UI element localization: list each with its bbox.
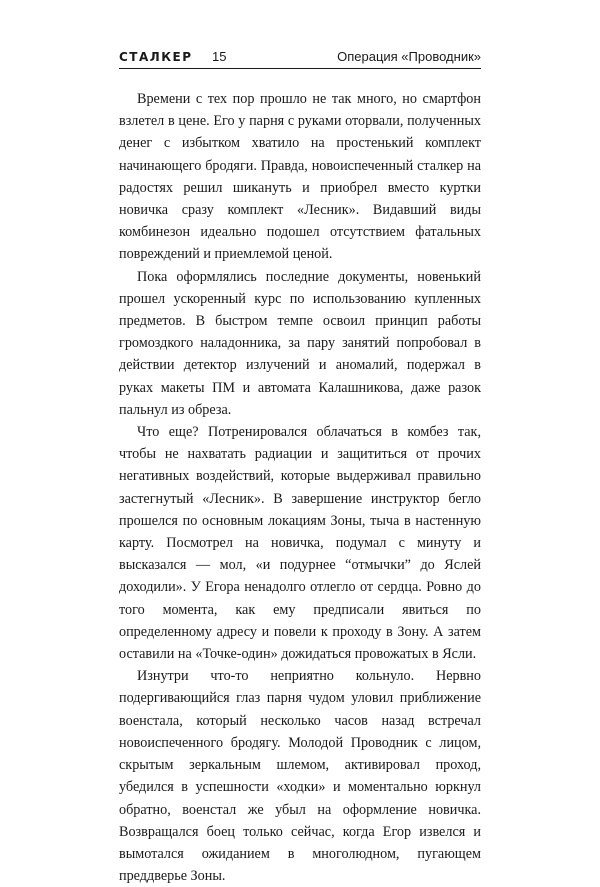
page-header — [119, 47, 481, 69]
paragraph-2: Пока оформлялись последние документы, новенький прошел ускоренный курс по использованию купленных предметов. В быстром темпе освоил принцип работы громоздкого наладонника, за пару занятий попробовал в действии детектор излучений и аномалий, подержал в руках макеты ПМ и автомата Калашникова, даже разок пальнул из обреза. — [119, 268, 481, 418]
page-number: 15 — [212, 49, 227, 64]
body-text — [119, 88, 481, 887]
paragraph-1: Времени с тех пор прошло не так много, но смартфон взлетел в цене. Его у парня с руками оторвали, полученных денег с избытком хватило на простенький комплект начинающего бродяги. Правда, новоиспеченный сталкер на радостях решил шикануть и приобрел вместо куртки новичка сразу комплект «Лесник». Видавший виды комбинезон идеально подошел отсутствием фатальных повреждений и приемлемой ценой. — [119, 91, 481, 263]
series-title: СТАЛКЕР — [119, 50, 193, 64]
paragraph-4: Изнутри что-то неприятно кольнуло. Нервно подергивающийся глаз парня чудом уловил приближение военстала, который несколько часов назад встречал новоиспеченного бродягу. Молодой Проводник с лицом, скрытым зеркальным шлемом, активировал проход, убедился в успешности «ходки» и моментально юркнул обратно, военстал же убыл на оформление новичка. Возвращался боец только сейчас, когда Егор извелся и вымотался ожиданием в многолюдном, пугающем преддверье Зоны. — [119, 668, 481, 885]
paragraph-3: Что еще? Потренировался облачаться в комбез так, чтобы не нахватать радиации и защититься от прочих негативных воздействий, которые выдерживал правильно застегнутый «Лесник». В завершение инструктор бегло прошелся по основным локациям Зоны, тыча в настенную карту. Посмотрел на новичка, подумал с минуту и высказался — мол, «и подурнее “отмычки” до Яслей доходили». У Егора ненадолго отлегло от сердца. Ровно до того момента, как ему предписали явиться по определенному адресу и повели к проходу в Зону. А затем оставили на «Точке-один» дожидаться провожатых в Ясли. — [119, 424, 481, 663]
running-title: Операция «Проводник» — [337, 49, 481, 64]
header-rule — [119, 68, 481, 69]
